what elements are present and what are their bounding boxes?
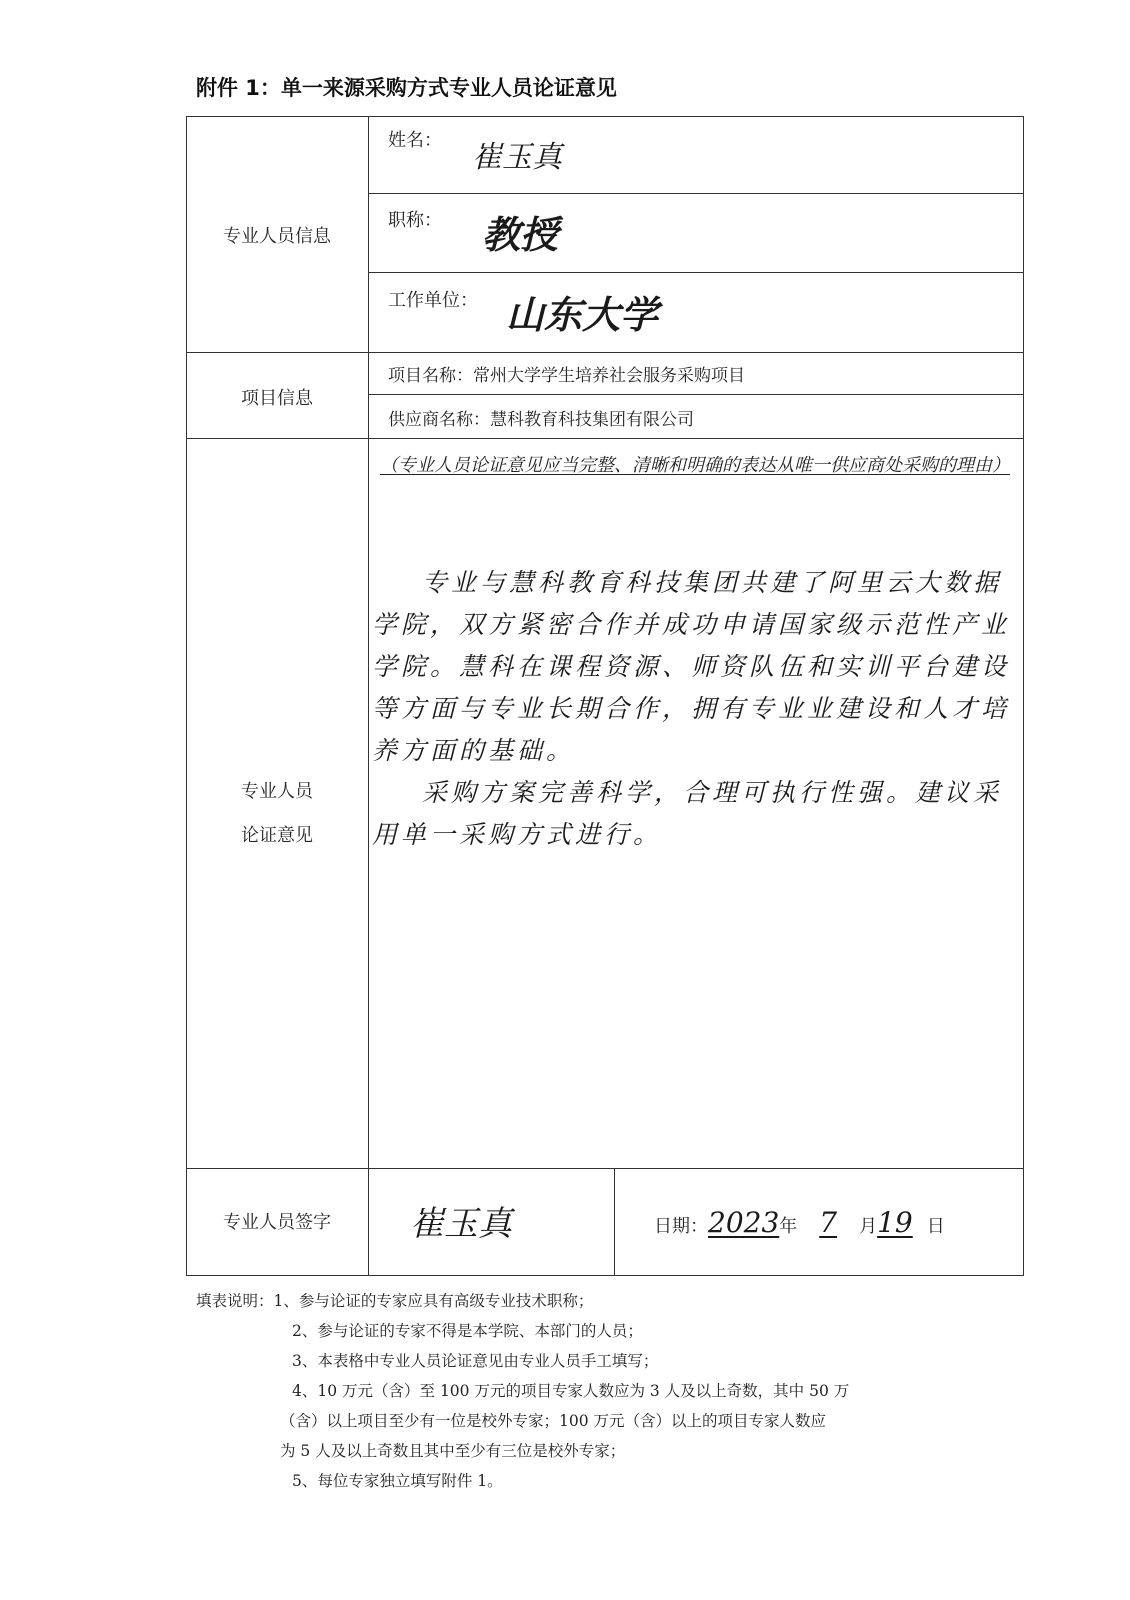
row-line-project-section xyxy=(186,438,1024,439)
opinion-label xyxy=(186,770,368,858)
notes-item-3: 3、本表格中专业人员论证意见由专业人员手工填写； xyxy=(292,1352,659,1370)
notes-heading: 填表说明： xyxy=(196,1292,274,1310)
row-line-opinion-section xyxy=(186,1168,1024,1169)
form-notes xyxy=(196,1286,996,1496)
date-year: 2023 xyxy=(708,1206,780,1239)
opinion-paragraph-1: 专业与慧科教育科技集团共建了阿里云大数据学院，双方紧密合作并成功申请国家级示范性产业学院。慧科在课程资源、师资队伍和实训平台建设等方面与专业长期合作，拥有专业业建设和人才培养方面的基础。 xyxy=(372,568,1011,765)
opinion-label-line1: 专业人员 xyxy=(241,781,313,802)
date-day: 19 xyxy=(877,1206,913,1239)
title-handwritten: 教授 xyxy=(482,212,559,257)
date-label: 日期： xyxy=(654,1216,708,1237)
supplier-label: 供应商名称： xyxy=(388,410,490,430)
title-label: 职称： xyxy=(388,210,442,231)
project-name-row xyxy=(388,361,745,386)
supplier-value: 慧科教育科技集团有限公司 xyxy=(490,410,694,430)
name-handwritten: 崔玉真 xyxy=(472,140,562,175)
notes-item-4-line-1: 4、10 万元（含）至 100 万元的项目专家人数应为 3 人及以上奇数，其中 50 万 xyxy=(292,1382,850,1400)
row-line-project-name xyxy=(368,394,1024,395)
signature-date-divider xyxy=(614,1168,615,1276)
supplier-row xyxy=(388,405,694,430)
opinion-label-line2: 论证意见 xyxy=(241,825,313,846)
date-day-unit: 日 xyxy=(926,1216,945,1237)
notes-item-1: 1、参与论证的专家应具有高级专业技术职称； xyxy=(273,1292,594,1310)
row-line-title xyxy=(368,272,1024,273)
date-month-unit: 月 xyxy=(859,1216,878,1237)
column-divider xyxy=(368,116,369,1276)
date-year-unit: 年 xyxy=(779,1216,798,1237)
project-info-label: 项目信息 xyxy=(241,388,313,409)
page-title: 附件 1：单一来源采购方式专业人员论证意见 xyxy=(196,76,617,100)
row-line-expert-section xyxy=(186,352,1024,353)
unit-handwritten: 山东大学 xyxy=(506,292,659,337)
expert-info-label: 专业人员信息 xyxy=(223,226,331,247)
signature-label: 专业人员签字 xyxy=(223,1212,331,1233)
notes-item-5: 5、每位专家独立填写附件 1。 xyxy=(292,1472,503,1490)
opinion-handwritten xyxy=(372,562,1012,856)
notes-item-4-line-2: （含）以上项目至少有一位是校外专家；100 万元（含）以上的项目专家人数应 xyxy=(280,1412,827,1430)
notes-row-1 xyxy=(196,1286,996,1316)
name-label: 姓名： xyxy=(388,130,442,151)
date-month: 7 xyxy=(819,1206,838,1239)
date-row xyxy=(654,1206,945,1239)
row-line-name xyxy=(368,193,1024,194)
notes-item-4-line-3: 为 5 人及以上奇数且其中至少有三位是校外专家； xyxy=(280,1442,626,1460)
opinion-paragraph-2: 采购方案完善科学，合理可执行性强。建议采用单一采购方式进行。 xyxy=(372,778,1003,849)
project-name-value: 常州大学学生培养社会服务采购项目 xyxy=(473,366,745,386)
unit-label: 工作单位： xyxy=(388,290,478,311)
opinion-instruction: （专业人员论证意见应当完整、清晰和明确的表达从唯一供应商处采购的理由） xyxy=(380,455,1010,476)
signature-handwritten: 崔玉真 xyxy=(410,1204,512,1244)
project-name-label: 项目名称： xyxy=(388,366,473,386)
notes-item-2: 2、参与论证的专家不得是本学院、本部门的人员； xyxy=(292,1322,643,1340)
